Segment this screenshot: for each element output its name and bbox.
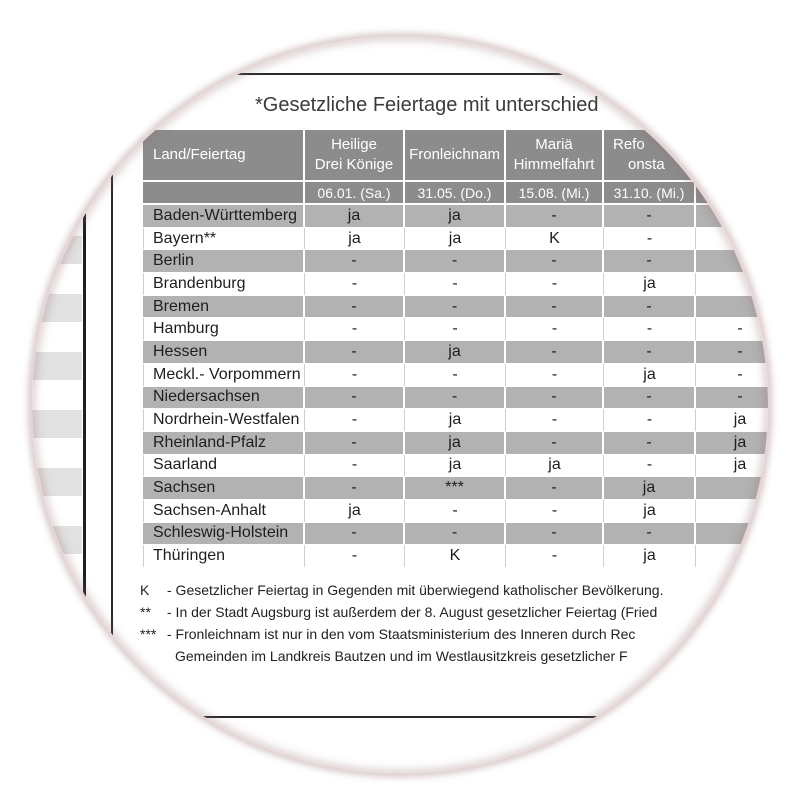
holiday-value-cell [405,545,506,567]
holiday-value: ja [448,433,461,451]
holiday-value-cell [604,318,696,340]
holiday-value-cell [305,296,405,318]
state-name: Schleswig-Holstein [153,524,289,542]
holiday-value: - [351,524,357,542]
holiday-value-cell [696,228,768,250]
holiday-value: ja [448,411,462,429]
holiday-value: *** [445,479,464,497]
holiday-date: 31.05. (Do.) [417,184,492,201]
footnote-text [167,601,657,623]
holiday-value: - [551,365,558,383]
holiday-value-cell [405,523,506,545]
holiday-value-cell [604,364,696,386]
holiday-value-cell [405,364,506,386]
date-cell [604,182,696,203]
holiday-value-cell [604,455,696,477]
date-cell [696,182,768,203]
holiday-value: - [551,547,558,565]
holiday-value: - [351,342,357,360]
footnotes [140,579,664,667]
holiday-value-cell [506,432,604,454]
holiday-value: ja [643,365,656,383]
table-row [143,341,768,364]
header-holiday-label: onsta [628,156,665,173]
adjacent-table-band [32,294,82,322]
table-row [143,409,768,432]
header-holiday-cell [506,130,604,180]
date-cell [405,182,506,203]
holiday-value-cell [305,250,405,272]
holiday-value-cell [305,341,405,363]
holiday-value-cell [696,409,768,431]
holiday-value: - [646,252,652,270]
table-date-row [143,182,768,205]
holiday-value-cell [305,523,405,545]
holiday-value-cell [696,545,768,567]
state-name-cell [143,477,305,499]
holiday-value: ja [347,206,361,224]
holiday-value-cell [405,250,506,272]
footnote-text [167,623,635,667]
state-name-cell [143,500,305,522]
holiday-value-cell [305,228,405,250]
holiday-value-cell [506,500,604,522]
state-name: Sachsen [153,479,216,497]
date-row-spacer [143,182,305,203]
holiday-value: - [351,456,358,474]
table-row [143,477,768,500]
holiday-value-cell [506,455,604,477]
holiday-value: ja [642,479,656,497]
holiday-value: ja [448,206,461,224]
holiday-value-cell [696,477,768,499]
holiday-value-cell [696,387,768,409]
holiday-value: - [351,388,357,406]
holiday-value: - [452,274,458,292]
header-holiday-cell [305,130,405,180]
holiday-value: - [451,524,458,542]
holiday-value: ja [448,229,462,247]
holiday-value-cell [305,387,405,409]
holiday-value-cell [405,205,506,227]
state-name-cell [143,432,305,454]
holiday-value-cell [405,341,506,363]
holiday-value: - [551,342,557,360]
holiday-value: ja [733,433,747,451]
header-holiday-cell [604,130,696,180]
state-name-cell [143,273,305,295]
holiday-value-cell [305,432,405,454]
document-sheet [32,37,768,773]
holiday-value-cell [604,387,696,409]
state-name-cell [143,341,305,363]
holiday-value: - [646,456,653,474]
holiday-value: - [351,252,357,270]
holiday-value-cell [696,500,768,522]
header-land-cell [143,130,305,180]
magnifier-lens [32,37,768,773]
holiday-value: - [737,320,743,338]
holiday-value: - [351,479,357,497]
holiday-value: - [737,388,743,406]
holiday-value: - [551,206,557,224]
state-name-cell [143,318,305,340]
holiday-value: - [646,229,653,247]
footnote-line: - Gesetzlicher Feiertag in Gegenden mit überwiegend katholischer Bevölkerung. [167,582,664,598]
header-land-label: Land/Feiertag [153,146,246,163]
adjacent-table-band [32,236,82,264]
header-holiday-label: Drei Könige [314,156,394,173]
holiday-value-cell [696,341,768,363]
holiday-value-cell [305,455,405,477]
holiday-value-cell [305,318,405,340]
holiday-value: - [452,320,458,338]
holiday-value-cell [696,364,768,386]
document-frame-top [111,73,768,75]
holiday-date: 15.08. (Mi.) [518,184,590,201]
holiday-value: ja [733,411,747,429]
holiday-value-cell [305,205,405,227]
state-name: Sachsen-Anhalt [153,501,266,519]
holiday-value-cell [696,273,768,295]
holiday-value: - [737,365,743,383]
holiday-value: ja [448,456,462,474]
holiday-value: - [646,388,652,406]
holiday-value: - [646,433,652,451]
holiday-value-cell [506,228,604,250]
adjacent-table-band [32,410,82,438]
holiday-value-cell [506,409,604,431]
state-name-cell [143,228,305,250]
table-row [143,273,768,296]
footnote [140,601,664,623]
holiday-value: ja [733,456,747,474]
holiday-value-cell [405,432,506,454]
holiday-value-cell [405,318,506,340]
holiday-value: ja [348,501,361,519]
holiday-value-cell [604,432,696,454]
holiday-value: K [549,229,560,247]
state-name: Brandenburg [153,274,246,292]
holiday-value-cell [604,523,696,545]
header-holiday-cell [405,130,506,180]
holiday-value: - [351,433,357,451]
holiday-value-cell [506,205,604,227]
table-row [143,387,768,410]
holiday-value-cell [604,205,696,227]
holiday-value-cell [305,364,405,386]
footnote-line: - Fronleichnam ist nur in den vom Staatsministerium des Inneren durch Rec [167,626,636,642]
holiday-value: ja [448,342,461,360]
table-header-row [143,130,768,182]
table-row [143,545,768,568]
footnote [140,623,664,667]
holiday-value-cell [604,500,696,522]
state-name: Meckl.- Vorpommern [153,365,301,383]
state-name: Saarland [153,456,218,474]
holiday-value: - [551,411,558,429]
header-holiday-label: Heilige [331,136,377,153]
state-name-cell [143,205,305,227]
holiday-value-cell [604,228,696,250]
holiday-value: - [551,501,558,519]
table-row [143,455,768,478]
table-row [143,318,768,341]
holiday-value-cell [506,477,604,499]
state-name: Rheinland-Pfalz [153,433,266,451]
state-name: Bayern** [153,229,217,247]
footnote [140,579,664,601]
state-name: Niedersachsen [153,388,260,406]
state-name-cell [143,409,305,431]
header-holiday-label: Fronleichnam [409,146,500,163]
holiday-value: - [646,320,653,338]
holiday-value: - [551,252,557,270]
holiday-value: - [646,342,652,360]
holiday-value-cell [506,364,604,386]
holiday-value: - [452,365,458,383]
holiday-value: - [351,365,358,383]
state-name: Bremen [153,297,210,315]
holiday-value: ja [643,501,656,519]
holiday-value-cell [696,432,768,454]
holiday-value: ja [643,547,656,565]
state-name-cell [143,387,305,409]
holiday-value-cell [696,250,768,272]
holiday-value-cell [305,500,405,522]
header-holiday-label: Mariä [535,136,573,153]
holiday-value-cell [405,409,506,431]
holiday-value: - [351,297,357,315]
holiday-value-cell [696,455,768,477]
holiday-value: - [351,547,358,565]
footnote-line: Gemeinden im Landkreis Bautzen und im Westlausitzkreis gesetzlicher F [175,648,628,664]
holiday-value-cell [604,341,696,363]
header-holiday-cell [696,130,768,180]
holiday-value-cell [604,409,696,431]
header-holiday-label: Refo [613,136,645,153]
table-row [143,523,768,546]
holiday-value-cell [305,545,405,567]
holiday-value: - [551,274,558,292]
holiday-value-cell [405,273,506,295]
adjacent-page-border [83,110,86,710]
table-row [143,250,768,273]
holiday-value: - [551,524,557,542]
holiday-value-cell [696,318,768,340]
holiday-value: ja [548,456,561,474]
holiday-value-cell [405,387,506,409]
holiday-value-cell [604,273,696,295]
holiday-date: 31.10. (Mi.) [613,184,685,201]
holiday-value: ja [348,229,361,247]
holiday-value-cell [506,296,604,318]
table-row [143,364,768,387]
document-frame-left [111,73,113,718]
footnote-text [167,579,664,601]
state-name: Hamburg [153,320,219,338]
holiday-value-cell [506,523,604,545]
holiday-value: - [451,252,458,270]
document-frame-bottom [111,716,768,718]
footnote-marker: *** [140,626,157,642]
holiday-value-cell [696,205,768,227]
holiday-value-cell [506,273,604,295]
holiday-value: - [646,524,652,542]
table-row [143,228,768,251]
state-name: Hessen [153,342,208,360]
state-name: Nordrhein-Westfalen [153,411,300,429]
holiday-value-cell [604,296,696,318]
state-name: Thüringen [153,547,226,565]
holiday-value: - [551,433,557,451]
holiday-value-cell [405,477,506,499]
table-row [143,296,768,319]
holiday-value: - [451,388,458,406]
holiday-value-cell [604,477,696,499]
holiday-value: ja [643,274,656,292]
holiday-value-cell [506,545,604,567]
holiday-value: - [551,320,558,338]
holiday-value-cell [696,296,768,318]
holiday-value-cell [305,477,405,499]
state-name-cell [143,455,305,477]
holiday-value-cell [506,341,604,363]
adjacent-table-band [32,468,82,496]
holiday-value: - [551,479,557,497]
adjacent-table-band [32,526,82,554]
holiday-value-cell [405,228,506,250]
header-holiday-label: Himmelfahrt [513,156,595,173]
holiday-date: 06.01. (Sa.) [317,184,391,201]
state-name: Baden-Württemberg [153,206,298,224]
adjacent-table-band [32,352,82,380]
holiday-value-cell [506,250,604,272]
holiday-value: - [646,206,652,224]
holiday-value-cell [696,523,768,545]
holiday-value: - [646,297,652,315]
holiday-value-cell [405,296,506,318]
page-title: *Gesetzliche Feiertage mit unterschied [255,94,599,116]
state-name-cell [143,296,305,318]
footnote-marker: ** [140,604,151,620]
holiday-value-cell [305,409,405,431]
holiday-value-cell [506,318,604,340]
state-name-cell [143,523,305,545]
footnote-line: - In der Stadt Augsburg ist außerdem der 8. August gesetzlicher Feiertag (Fried [167,604,658,620]
table-row [143,205,768,228]
table-row [143,500,768,523]
date-cell [305,182,405,203]
state-name: Berlin [153,252,194,270]
holiday-value: - [351,274,358,292]
date-cell [506,182,604,203]
holiday-value: - [351,411,358,429]
holiday-value-cell [506,387,604,409]
footnote-marker: K [140,582,150,598]
holiday-value-cell [604,545,696,567]
holiday-value-cell [604,250,696,272]
holiday-value-cell [305,273,405,295]
holiday-value: - [551,388,557,406]
holiday-value: - [351,320,358,338]
state-name-cell [143,364,305,386]
holiday-value-cell [405,455,506,477]
holiday-value: - [452,501,458,519]
holiday-value: - [646,411,653,429]
state-name-cell [143,250,305,272]
holiday-value: K [449,547,461,565]
table-row [143,432,768,455]
holiday-value-cell [405,500,506,522]
holiday-value: - [551,297,557,315]
holiday-value: - [451,297,458,315]
holiday-table [143,130,768,568]
holiday-value: - [737,342,743,360]
state-name-cell [143,545,305,567]
